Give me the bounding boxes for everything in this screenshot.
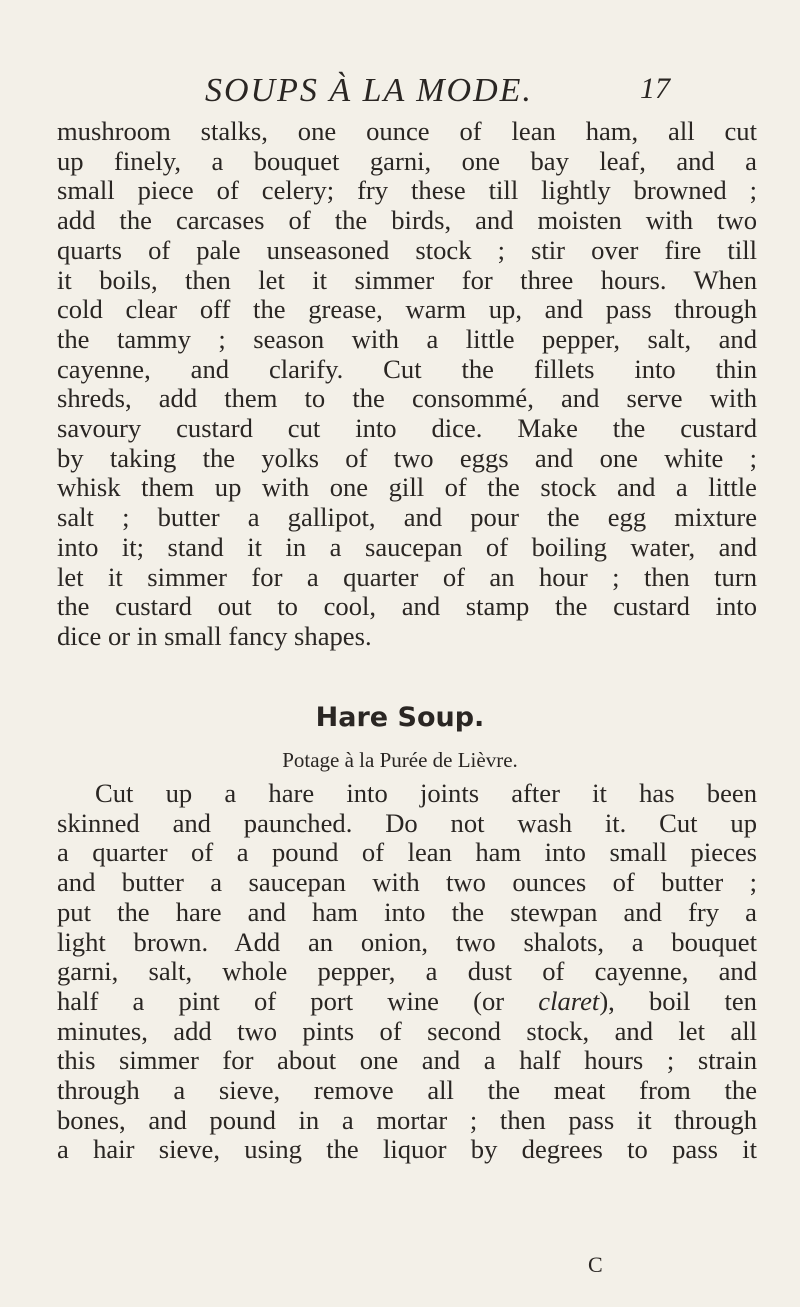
- text-line: light brown. Add an onion, two shalots, a bouquet: [57, 926, 757, 957]
- text-run: half a pint of port wine (or: [57, 985, 539, 1016]
- text-line: it boils, then let it simmer for three hours. When: [57, 264, 757, 295]
- text-line: shreds, add them to the consommé, and serve with: [57, 383, 757, 414]
- text-line: up finely, a bouquet garni, one bay leaf, and a: [57, 145, 757, 176]
- text-line: whisk them up with one gill of the stock and a little: [57, 472, 757, 503]
- recipe-subtitle: Potage à la Purée de Lièvre.: [282, 748, 518, 772]
- text-line: minutes, add two pints of second stock, and let all: [57, 1015, 757, 1046]
- text-line: this simmer for about one and a half hours ; strain: [57, 1045, 757, 1076]
- text-line: bones, and pound in a mortar ; then pass it through: [57, 1104, 757, 1135]
- page-number: 17: [640, 72, 670, 105]
- italic-text: claret: [538, 985, 600, 1016]
- text-line: small piece of celery; fry these till lightly browned ;: [57, 175, 757, 206]
- text-line: through a sieve, remove all the meat from the: [57, 1075, 757, 1106]
- running-title: SOUPS À LA MODE.: [205, 72, 533, 109]
- text-line: a hair sieve, using the liquor by degrees to pass it: [57, 1134, 757, 1165]
- text-line: savoury custard cut into dice. Make the custard: [57, 413, 757, 444]
- text-line: quarts of pale unseasoned stock ; stir over fire till: [57, 234, 757, 265]
- text-line: into it; stand it in a saucepan of boiling water, and: [57, 531, 757, 562]
- text-line: and butter a saucepan with two ounces of butter ;: [57, 867, 757, 898]
- text-line: Cut up a hare into joints after it has been: [95, 778, 757, 808]
- text-run: ), boil ten: [599, 985, 757, 1016]
- text-line: add the carcases of the birds, and moisten with two: [57, 205, 757, 236]
- text-line: salt ; butter a gallipot, and pour the egg mixture: [57, 502, 757, 533]
- text-line: cayenne, and clarify. Cut the fillets into thin: [57, 353, 757, 384]
- text-line: skinned and paunched. Do not wash it. Cut up: [57, 807, 757, 838]
- text-line: the tammy ; season with a little pepper, salt, and: [57, 323, 757, 354]
- text-line: let it simmer for a quarter of an hour ; then turn: [57, 561, 757, 592]
- recipe-paragraph: [57, 779, 757, 1165]
- text-line-with-italic: [57, 987, 757, 1017]
- text-line: dice or in small fancy shapes.: [57, 620, 372, 651]
- text-line: put the hare and ham into the stewpan and fry a: [57, 896, 757, 927]
- text-line: a quarter of a pound of lean ham into small pieces: [57, 837, 757, 868]
- text-line: cold clear off the grease, warm up, and pass through: [57, 294, 757, 325]
- text-line: garni, salt, whole pepper, a dust of cayenne, and: [57, 956, 757, 987]
- paragraph-continued: [57, 117, 757, 652]
- running-head: [0, 72, 800, 112]
- text-line: mushroom stalks, one ounce of lean ham, all cut: [57, 116, 757, 146]
- recipe-title: Hare Soup.: [315, 702, 485, 733]
- text-line: by taking the yolks of two eggs and one white ;: [57, 442, 757, 473]
- text-line: the custard out to cool, and stamp the custard into: [57, 591, 757, 622]
- signature-mark: C: [588, 1252, 603, 1277]
